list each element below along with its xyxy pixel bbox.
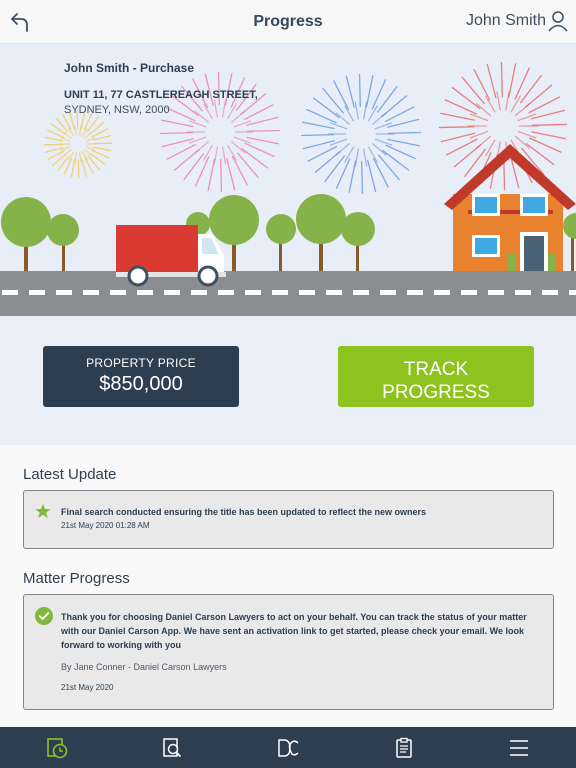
latest-update-title: Latest Update (23, 466, 117, 483)
address-line-1: UNIT 11, 77 CASTLEREAGH STREET, (64, 89, 258, 101)
property-price-card (43, 346, 239, 407)
page-title: Progress (253, 13, 323, 30)
track-progress-button[interactable] (338, 346, 534, 407)
updates-section (0, 445, 576, 727)
matter-title: John Smith - Purchase (64, 61, 195, 75)
search-document-icon[interactable] (160, 736, 184, 760)
property-price-label: PROPERTY PRICE (86, 356, 196, 370)
house (444, 144, 576, 272)
bottom-navigation (0, 727, 576, 768)
property-details (64, 61, 258, 116)
moving-truck (116, 225, 226, 285)
latest-update-text: Final search conducted ensuring the title has been updated to reflect the new owners (61, 507, 427, 517)
matter-progress-date: 21st May 2020 (61, 683, 114, 692)
user-icon[interactable] (548, 10, 568, 32)
matter-progress-card[interactable] (23, 594, 554, 710)
property-price-value: $850,000 (99, 373, 183, 395)
user-name[interactable]: John Smith (465, 12, 546, 29)
check-circle-icon (35, 607, 53, 625)
track-progress-line-1: TRACK (403, 358, 469, 380)
menu-icon[interactable] (507, 736, 531, 760)
price-actions (0, 316, 576, 445)
latest-update-date: 21st May 2020 01:28 AM (61, 521, 150, 530)
matter-progress-title: Matter Progress (23, 570, 130, 587)
track-progress-line-2: PROGRESS (382, 381, 490, 403)
latest-update-card[interactable] (23, 490, 554, 549)
star-icon (35, 503, 51, 519)
matter-progress-text: Thank you for choosing Daniel Carson Lawyers to act on your behalf. You can track the status of your matter with our Daniel Carson App. We have sent an activation link to get started, please check your email. We look forward to working with you (61, 612, 527, 650)
top-bar (0, 0, 576, 44)
progress-clock-icon[interactable] (45, 736, 69, 760)
address-line-2: SYDNEY, NSW, 2000 (64, 104, 170, 116)
dc-logo-icon[interactable] (276, 736, 300, 760)
matter-progress-author: By Jane Conner - Daniel Carson Lawyers (61, 662, 227, 672)
property-illustration (0, 44, 576, 316)
clipboard-icon[interactable] (392, 736, 416, 760)
